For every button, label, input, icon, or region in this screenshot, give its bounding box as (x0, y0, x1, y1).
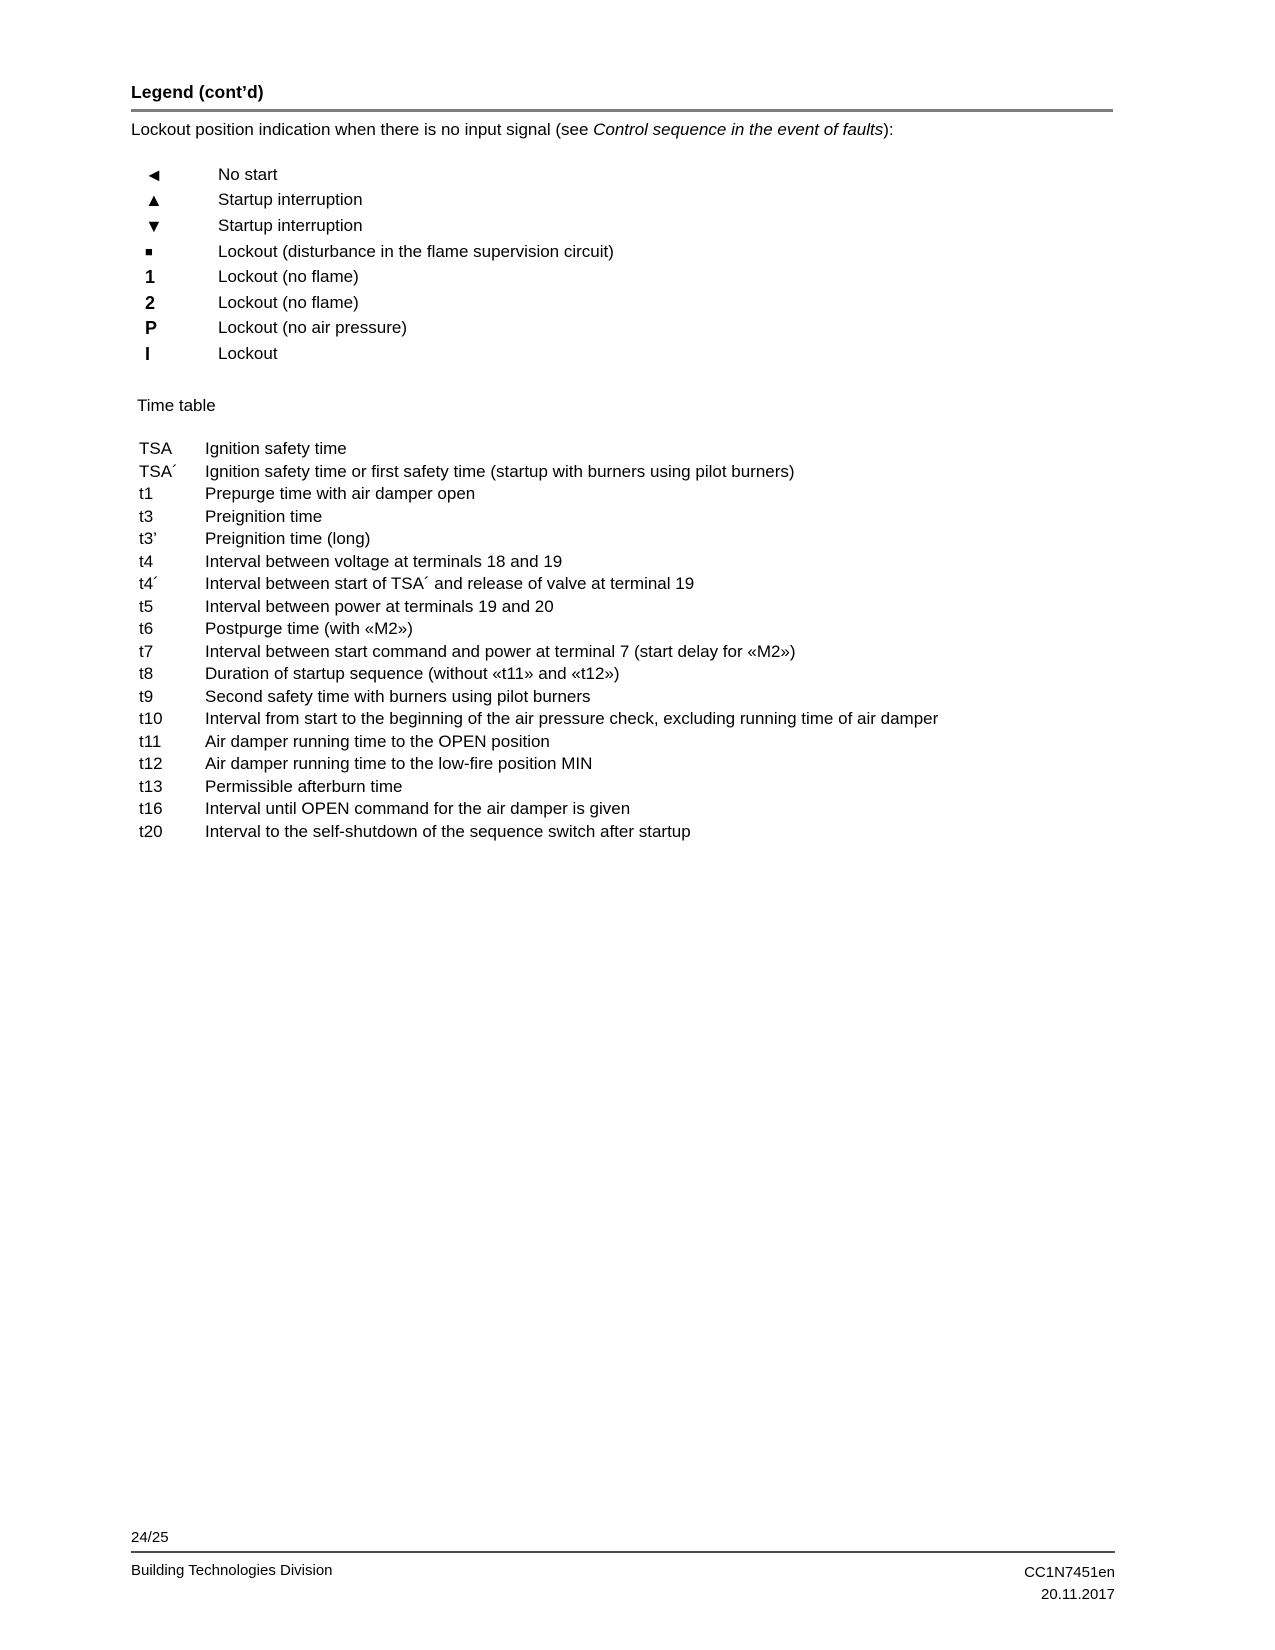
time-term: TSA (139, 439, 173, 459)
time-term: t4 (139, 551, 154, 571)
time-table-row (139, 528, 938, 551)
time-table-row (139, 641, 938, 664)
time-table-row (139, 663, 938, 686)
page-footer (131, 1562, 1115, 1606)
time-table-row (139, 461, 938, 484)
symbol-label: Lockout (no air pressure) (218, 318, 407, 338)
symbol-label: Lockout (disturbance in the flame supervision circuit) (218, 241, 614, 261)
time-table-row (139, 731, 938, 754)
page-number: 24/25 (131, 1529, 169, 1546)
time-definition: Interval from start to the beginning of the air pressure check, excluding running time of air damper (205, 709, 939, 729)
footer-doc-id: CC1N7451en (1024, 1564, 1115, 1581)
digit-2-symbol: 2 (145, 292, 156, 313)
time-definition: Interval to the self-shutdown of the sequence switch after startup (205, 821, 691, 841)
square-icon: ■ (145, 244, 153, 260)
time-definition: Preignition time (205, 506, 323, 526)
time-table-row (139, 483, 938, 506)
symbol-label: Startup interruption (218, 215, 363, 235)
time-definition: Postpurge time (with «M2») (205, 619, 413, 639)
symbol-label: Startup interruption (218, 190, 363, 210)
time-term: t11 (139, 731, 162, 751)
time-definition: Preignition time (long) (205, 529, 371, 549)
time-definition: Ignition safety time or first safety time (startup with burners using pilot burners) (205, 461, 795, 481)
time-term: t5 (139, 596, 154, 616)
section-heading: Legend (cont’d) (131, 82, 264, 102)
symbol-legend-row (145, 188, 614, 214)
time-definition: Ignition safety time (205, 439, 347, 459)
time-term: t13 (139, 776, 163, 796)
time-table-row (139, 798, 938, 821)
time-term: t7 (139, 641, 154, 661)
time-term: TSA´ (139, 461, 178, 481)
time-term: t3 (139, 506, 154, 526)
time-table-row (139, 438, 938, 461)
time-definition: Duration of startup sequence (without «t11» and «t12») (205, 664, 620, 684)
symbol-legend-row (145, 264, 614, 290)
time-definition: Interval until OPEN command for the air damper is given (205, 799, 631, 819)
time-term: t9 (139, 686, 154, 706)
symbol-legend-row (145, 162, 614, 188)
triangle-left-icon: ◄ (145, 164, 163, 185)
symbol-label: Lockout (no flame) (218, 292, 359, 312)
time-term: t4´ (139, 574, 159, 594)
symbol-label: Lockout (no flame) (218, 267, 359, 287)
time-definition: Prepurge time with air damper open (205, 484, 476, 504)
time-term: t3’ (139, 529, 157, 549)
time-table-list (139, 438, 938, 843)
time-definition: Air damper running time to the low-fire position MIN (205, 754, 593, 774)
triangle-down-icon: ▼ (145, 215, 163, 236)
time-table-heading: Time table (137, 396, 216, 415)
time-definition: Interval between power at terminals 19 and 20 (205, 596, 554, 616)
symbol-legend-row (145, 316, 614, 342)
time-definition: Permissible afterburn time (205, 776, 403, 796)
time-table-row (139, 618, 938, 641)
intro-text-suffix: ): (883, 120, 894, 139)
time-table-row (139, 708, 938, 731)
symbol-legend-row (145, 341, 614, 367)
time-term: t1 (139, 484, 154, 504)
intro-italic-reference: Control sequence in the event of faults (593, 120, 884, 139)
heading-rule (131, 109, 1113, 112)
time-term: t20 (139, 821, 163, 841)
footer-division: Building Technologies Division (131, 1562, 333, 1579)
time-table-row (139, 821, 938, 844)
time-definition: Interval between start of TSA´ and release of valve at terminal 19 (205, 574, 695, 594)
footer-right-block (1024, 1562, 1115, 1606)
time-table-row (139, 686, 938, 709)
footer-date: 20.11.2017 (1041, 1585, 1115, 1603)
time-term: t16 (139, 799, 163, 819)
symbol-legend-row (145, 290, 614, 316)
time-term: t12 (139, 754, 163, 774)
time-table-row (139, 596, 938, 619)
symbol-legend-row (145, 239, 614, 265)
digit-1-symbol: 1 (145, 267, 156, 288)
symbol-legend-list (145, 162, 614, 367)
time-term: t10 (139, 709, 163, 729)
time-table-row (139, 573, 938, 596)
time-definition: Interval between start command and power at terminal 7 (start delay for «M2») (205, 641, 796, 661)
footer-rule (131, 1551, 1115, 1553)
time-table-row (139, 753, 938, 776)
time-term: t8 (139, 664, 154, 684)
time-term: t6 (139, 619, 154, 639)
triangle-up-icon: ▲ (145, 190, 163, 211)
time-table-row (139, 776, 938, 799)
time-table-row (139, 506, 938, 529)
symbol-legend-row (145, 213, 614, 239)
intro-text-prefix: Lockout position indication when there is no input signal (see (131, 120, 594, 139)
time-definition: Interval between voltage at terminals 18 and 19 (205, 551, 563, 571)
time-definition: Second safety time with burners using pilot burners (205, 686, 591, 706)
time-definition: Air damper running time to the OPEN position (205, 731, 550, 751)
letter-p-symbol: P (145, 318, 158, 339)
symbol-label: No start (218, 164, 278, 184)
time-table-row (139, 551, 938, 574)
intro-paragraph (131, 120, 894, 140)
symbol-label: Lockout (218, 343, 278, 363)
letter-i-symbol: I (145, 343, 151, 364)
